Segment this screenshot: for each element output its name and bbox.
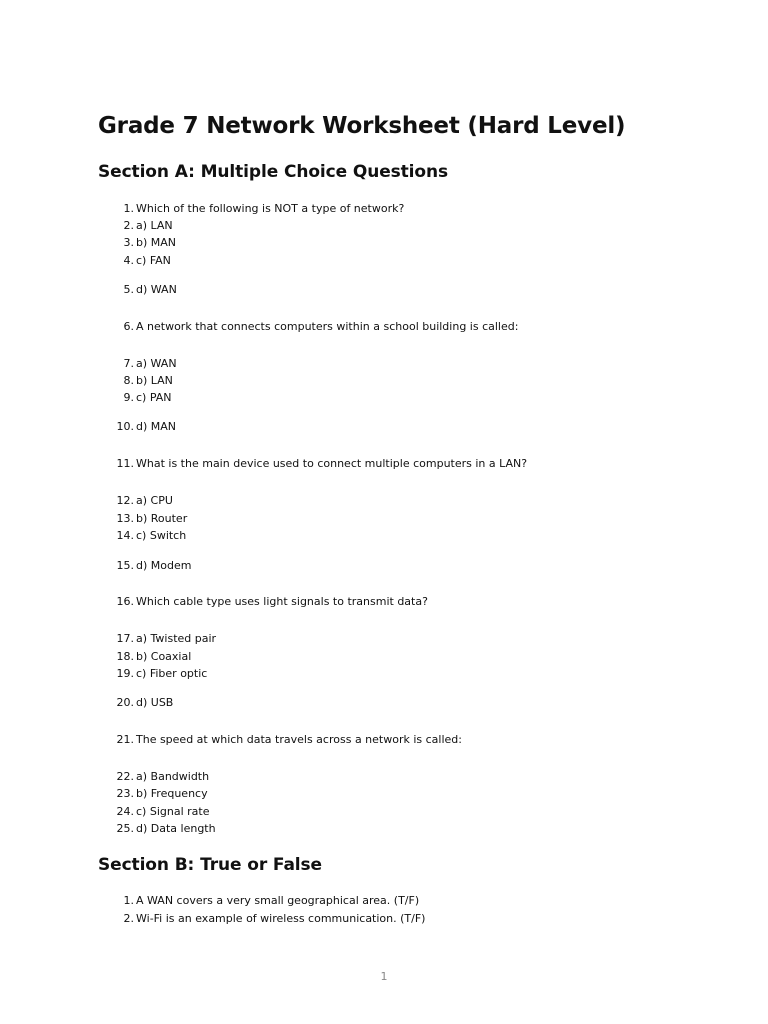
- item-number: 7.: [123, 357, 134, 370]
- item-text: b) Coaxial: [136, 650, 192, 663]
- list-item: [98, 666, 698, 682]
- item-text: Which cable type uses light signals to transmit data?: [136, 595, 428, 608]
- list-item: [98, 282, 698, 298]
- item-text: A network that connects computers within a school building is called:: [136, 320, 519, 333]
- item-number: 6.: [123, 320, 134, 333]
- list-item: [98, 695, 698, 711]
- list-item: [98, 911, 698, 927]
- item-number: 4.: [123, 254, 134, 267]
- item-text: c) Switch: [136, 529, 187, 542]
- item-text: d) WAN: [136, 283, 177, 296]
- item-number: 15.: [116, 559, 134, 572]
- list-item: [98, 390, 698, 406]
- item-number: 25.: [116, 822, 134, 835]
- item-text: A WAN covers a very small geographical area. (T/F): [136, 894, 420, 907]
- item-number: 19.: [116, 667, 134, 680]
- list-item: [98, 456, 698, 472]
- item-number: 24.: [116, 805, 134, 818]
- list-item: [98, 419, 698, 435]
- list-item: [98, 786, 698, 802]
- item-number: 23.: [116, 787, 134, 800]
- item-number: 20.: [116, 696, 134, 709]
- list-item: [98, 253, 698, 269]
- list-item: [98, 558, 698, 574]
- item-text: The speed at which data travels across a network is called:: [136, 733, 462, 746]
- item-number: 14.: [116, 529, 134, 542]
- item-text: d) MAN: [136, 420, 177, 433]
- item-text: b) LAN: [136, 374, 173, 387]
- item-number: 18.: [116, 650, 134, 663]
- list-item: [98, 804, 698, 820]
- item-number: 5.: [123, 283, 134, 296]
- item-number: 11.: [116, 457, 134, 470]
- list-item: [98, 528, 698, 544]
- item-text: c) Signal rate: [136, 805, 210, 818]
- item-number: 13.: [116, 512, 134, 525]
- list-item: [98, 732, 698, 748]
- list-item: [98, 649, 698, 665]
- item-text: Wi-Fi is an example of wireless communication. (T/F): [136, 912, 426, 925]
- item-text: d) Modem: [136, 559, 192, 572]
- list-item: [98, 201, 698, 217]
- list-item: [98, 356, 698, 372]
- item-text: b) MAN: [136, 236, 177, 249]
- item-number: 2.: [123, 912, 134, 925]
- list-item: [98, 631, 698, 647]
- item-number: 21.: [116, 733, 134, 746]
- list-item: [98, 821, 698, 837]
- item-number: 2.: [123, 219, 134, 232]
- list-item: [98, 373, 698, 389]
- item-text: a) Bandwidth: [136, 770, 210, 783]
- list-item: [98, 218, 698, 234]
- item-text: What is the main device used to connect multiple computers in a LAN?: [136, 457, 528, 470]
- item-number: 8.: [123, 374, 134, 387]
- item-number: 3.: [123, 236, 134, 249]
- item-text: b) Router: [136, 512, 188, 525]
- item-text: d) USB: [136, 696, 174, 709]
- page-number: 1: [380, 970, 388, 983]
- item-text: c) Fiber optic: [136, 667, 208, 680]
- list-item: [98, 511, 698, 527]
- list-item: [98, 235, 698, 251]
- section-b-heading: Section B: True or False: [98, 855, 322, 875]
- item-number: 10.: [116, 420, 134, 433]
- item-text: a) CPU: [136, 494, 173, 507]
- list-item: [98, 493, 698, 509]
- list-item: [98, 893, 698, 909]
- item-text: d) Data length: [136, 822, 216, 835]
- item-text: a) Twisted pair: [136, 632, 217, 645]
- item-text: Which of the following is NOT a type of network?: [136, 202, 405, 215]
- item-text: c) FAN: [136, 254, 171, 267]
- section-a-heading: Section A: Multiple Choice Questions: [98, 162, 449, 182]
- item-number: 17.: [116, 632, 134, 645]
- item-number: 1.: [123, 894, 134, 907]
- item-number: 1.: [123, 202, 134, 215]
- item-text: a) LAN: [136, 219, 173, 232]
- item-text: a) WAN: [136, 357, 177, 370]
- list-item: [98, 319, 698, 335]
- page-title: Grade 7 Network Worksheet (Hard Level): [98, 113, 626, 139]
- item-text: b) Frequency: [136, 787, 208, 800]
- list-item: [98, 594, 698, 610]
- item-text: c) PAN: [136, 391, 172, 404]
- item-number: 22.: [116, 770, 134, 783]
- list-item: [98, 769, 698, 785]
- item-number: 16.: [116, 595, 134, 608]
- item-number: 9.: [123, 391, 134, 404]
- item-number: 12.: [116, 494, 134, 507]
